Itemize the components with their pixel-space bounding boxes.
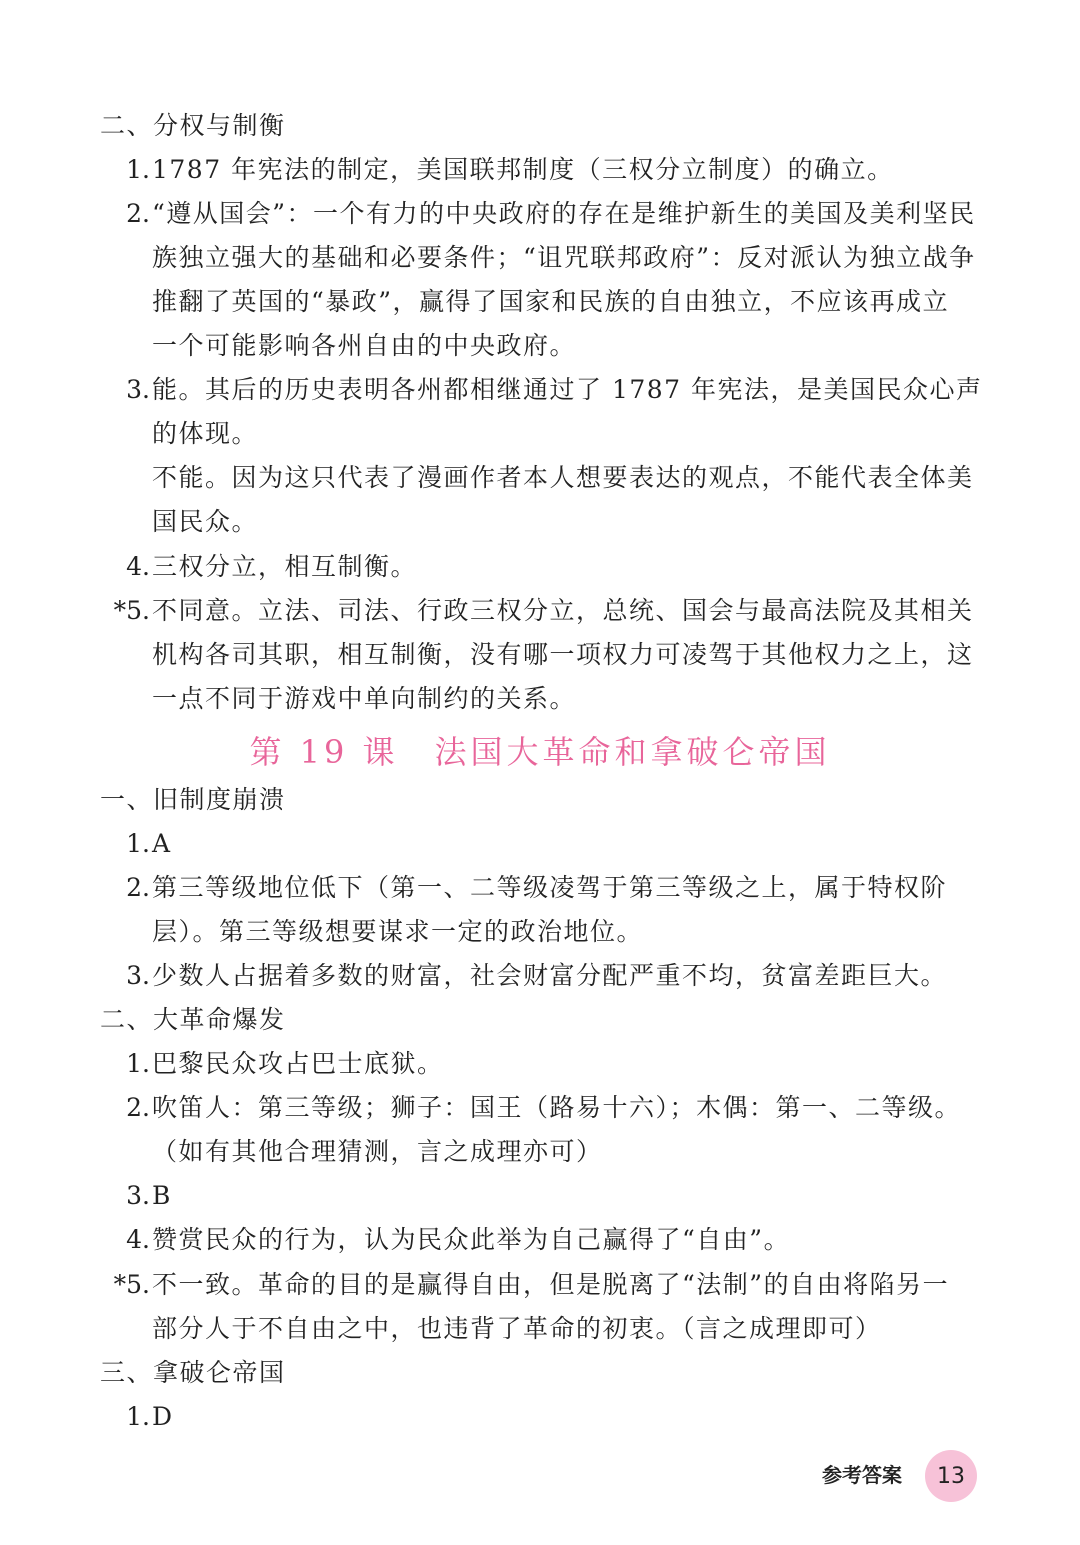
answer-text: 推翻了英国的“暴政”，赢得了国家和民族的自由独立，不应该再成立 (152, 287, 950, 316)
answer-text: （如有其他合理猜测，言之成理亦可） (152, 1137, 603, 1166)
item-number: 1. (126, 1049, 150, 1078)
section-heading: 二、分权与制衡 (100, 111, 286, 140)
answer-text: 一个可能影响各州自由的中央政府。 (152, 331, 577, 360)
section-heading: 三、拿破仑帝国 (100, 1358, 286, 1387)
item-number: 3. (126, 375, 150, 404)
page-number: 13 (937, 1463, 965, 1489)
section-heading: 一、旧制度崩溃 (100, 785, 286, 814)
answer-text: B (152, 1181, 172, 1210)
answer-text: 一点不同于游戏中单向制约的关系。 (152, 684, 577, 713)
answer-text: 不同意。立法、司法、行政三权分立，总统、国会与最高法院及其相关 (152, 596, 974, 625)
item-number: 1. (126, 829, 150, 858)
page-number-badge (925, 1450, 977, 1502)
answer-text: 的体现。 (152, 419, 259, 448)
answer-text: 部分人于不自由之中，也违背了革命的初衷。（言之成理即可） (152, 1314, 882, 1343)
answer-text: 少数人占据着多数的财富，社会财富分配严重不均，贫富差距巨大。 (152, 961, 948, 990)
answer-text: 不一致。革命的目的是赢得自由，但是脱离了“法制”的自由将陷另一 (152, 1270, 950, 1299)
answer-text: 赞赏民众的行为，认为民众此举为自己赢得了“自由”。 (152, 1225, 791, 1254)
item-number: 4. (126, 1225, 150, 1254)
answer-text: 吹笛人：第三等级；狮子：国王（路易十六）；木偶：第一、二等级。 (152, 1093, 962, 1122)
answer-text: D (152, 1402, 174, 1431)
answer-text: “遵从国会”：一个有力的中央政府的存在是维护新生的美国及美利坚民 (152, 199, 976, 228)
answer-text: 第三等级地位低下（第一、二等级凌驾于第三等级之上，属于特权阶 (152, 873, 948, 902)
item-number: 3. (126, 961, 150, 990)
answer-text: 巴黎民众攻占巴士底狱。 (152, 1049, 444, 1078)
answer-text: 三权分立，相互制衡。 (152, 552, 418, 581)
item-number: 2. (126, 873, 150, 902)
lesson-title: 第 19 课 法国大革命和拿破仑帝国 (249, 733, 831, 771)
answer-text: 国民众。 (152, 507, 259, 536)
answer-text: 层）。第三等级想要谋求一定的政治地位。 (152, 917, 644, 946)
answer-text: 机构各司其职，相互制衡，没有哪一项权力可凌驾于其他权力之上，这 (152, 640, 974, 669)
answer-text: 能。其后的历史表明各州都相继通过了 1787 年宪法，是美国民众心声 (152, 375, 983, 404)
item-number: 1. (126, 155, 150, 184)
answer-text: 族独立强大的基础和必要条件；“诅咒联邦政府”：反对派认为独立战争 (152, 243, 976, 272)
item-number: 2. (126, 199, 150, 228)
item-number: 3. (126, 1181, 150, 1210)
item-number: 4. (126, 552, 150, 581)
item-number: *5. (113, 1270, 150, 1299)
answer-text: A (152, 829, 172, 858)
item-number: 2. (126, 1093, 150, 1122)
item-number: *5. (113, 596, 150, 625)
footer-label: 参考答案 (822, 1463, 902, 1487)
section-heading: 二、大革命爆发 (100, 1005, 286, 1034)
answer-text: 1787 年宪法的制定，美国联邦制度（三权分立制度）的确立。 (152, 155, 894, 184)
answer-text: 不能。因为这只代表了漫画作者本人想要表达的观点，不能代表全体美 (152, 463, 974, 492)
item-number: 1. (126, 1402, 150, 1431)
